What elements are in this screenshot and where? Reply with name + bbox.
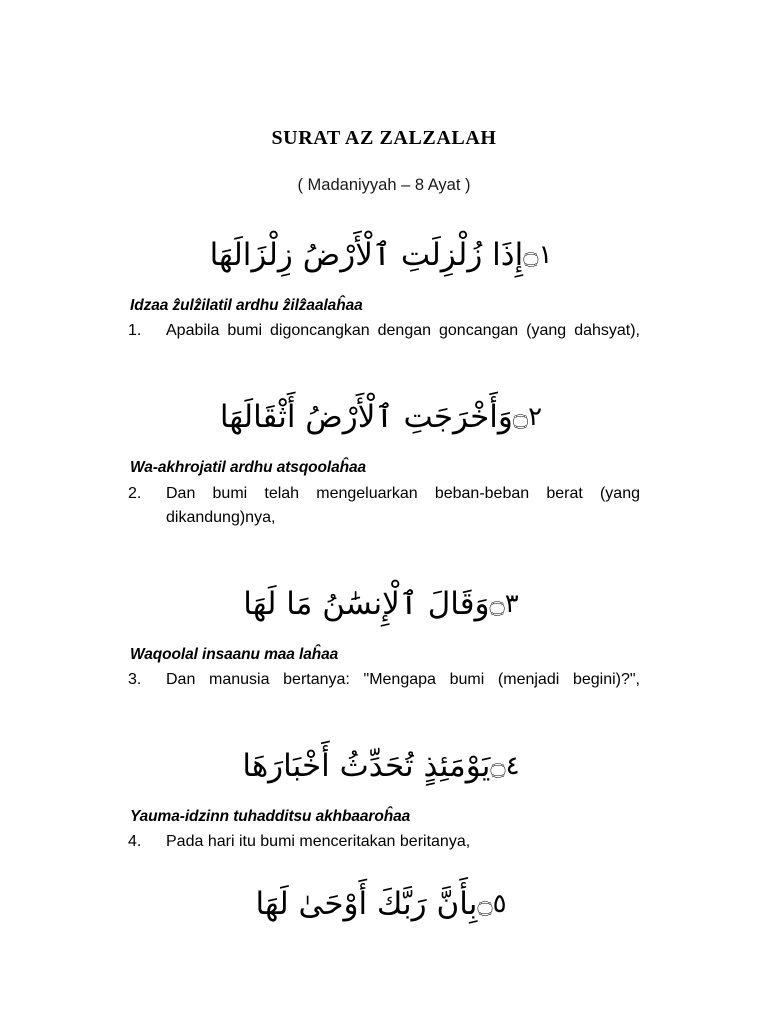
- verse-block-4: [128, 741, 640, 855]
- ayah-end-marker-3: ۝٣: [489, 588, 519, 619]
- arabic-text-3: وَقَالَ ٱلْإِنسَٰنُ مَا لَهَا: [243, 585, 490, 622]
- verse-number-4: 4.: [128, 833, 142, 851]
- translation-row-3: [128, 668, 640, 717]
- transliteration-2: Wa-akhrojatil ardhu atsqoolaĥaa: [130, 459, 367, 477]
- arabic-verse-4: [128, 741, 640, 793]
- arabic-text-5: بِأَنَّ رَبَّكَ أَوْحَىٰ لَهَا: [255, 885, 478, 922]
- verse-block-5: [128, 879, 640, 931]
- ayah-end-marker-1: ۝١: [523, 239, 553, 270]
- translation-text-1: Apabila bumi digoncangkan dengan goncangan (yang dahsyat),: [166, 322, 640, 340]
- arabic-verse-3: [128, 579, 640, 631]
- arabic-text-1: إِذَا زُلْزِلَتِ ٱلْأَرْضُ زِلْزَالَهَا: [209, 236, 524, 273]
- arabic-text-2: وَأَخْرَجَتِ ٱلْأَرْضُ أَثْقَالَهَا: [219, 399, 513, 436]
- transliteration-1: Idzaa ẑulẑilatil ardhu ẑilẑaalaĥaa: [130, 297, 363, 315]
- transliteration-4: Yauma-idzinn tuhadditsu akhbaaroĥaa: [130, 807, 411, 825]
- arabic-verse-1: [128, 230, 640, 282]
- verse-number-2: 2.: [128, 484, 142, 502]
- verse-block-3: [128, 579, 640, 717]
- transliteration-3: Waqoolal insaanu maa laĥaa: [130, 645, 339, 663]
- translation-row-2: [128, 482, 640, 555]
- translation-text-2: Dan bumi telah mengeluarkan beban-beban berat (yang dikandung)nya,: [166, 484, 640, 526]
- translation-row-4: [128, 830, 640, 854]
- ayah-end-marker-5: ۝٥: [477, 888, 507, 919]
- translation-text-4: Pada hari itu bumi menceritakan beritanya,: [166, 833, 471, 851]
- verse-number-3: 3.: [128, 671, 142, 689]
- page-subtitle: ( Madaniyyah – 8 Ayat ): [297, 176, 471, 194]
- ayah-end-marker-4: ۝٤: [490, 750, 520, 781]
- page-title: SURAT AZ ZALZALAH: [271, 127, 497, 149]
- translation-text-3: Dan manusia bertanya: "Mengapa bumi (menjadi begini)?",: [166, 671, 640, 689]
- arabic-verse-5: [128, 879, 640, 931]
- arabic-text-4: يَوْمَئِذٍ تُحَدِّثُ أَخْبَارَهَا: [242, 747, 491, 784]
- translation-row-1: [128, 319, 640, 368]
- verse-block-1: [128, 230, 640, 368]
- ayah-end-marker-2: ۝٢: [512, 402, 543, 433]
- verse-block-2: [128, 392, 640, 555]
- verse-number-1: 1.: [128, 322, 142, 340]
- arabic-verse-2: [128, 392, 640, 444]
